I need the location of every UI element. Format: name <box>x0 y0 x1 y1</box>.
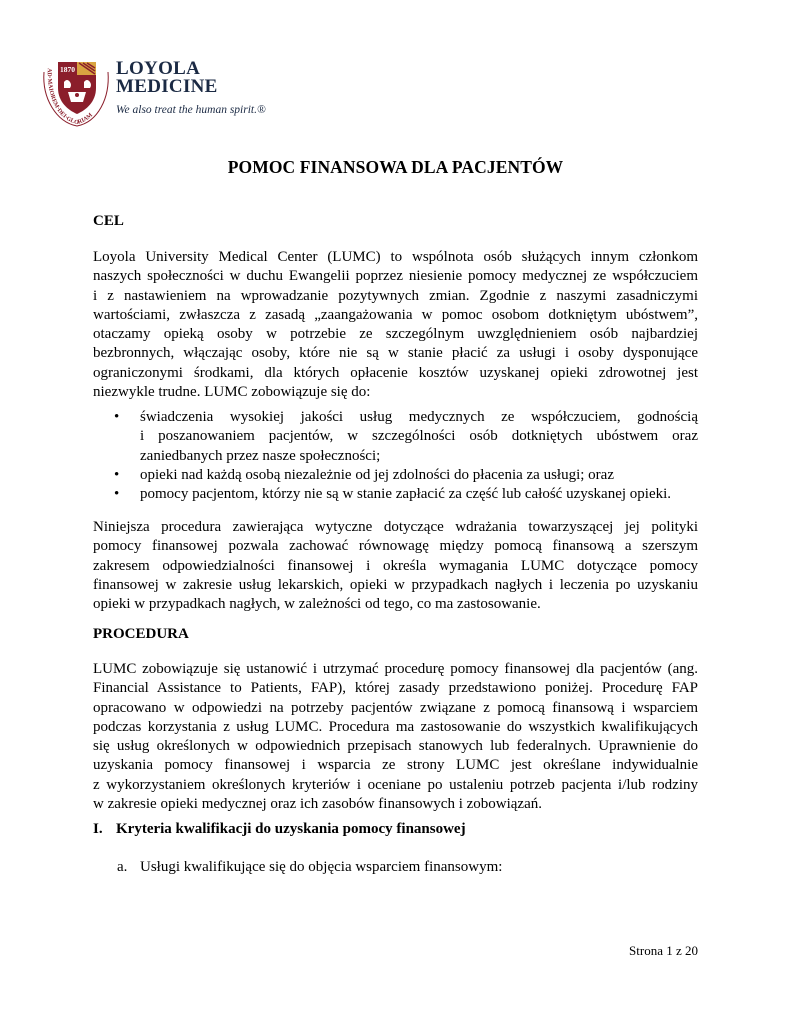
bullet-icon: • <box>114 486 120 503</box>
text-line: Financial Assistance to Patients, FAP), której zasady przedstawiono poniżej. Procedurę FAP <box>93 680 698 697</box>
text-line: niezwykle trudne. LUMC zobowiązuje się do: <box>93 384 371 401</box>
bullet-icon: • <box>114 466 120 483</box>
text-line: Niniejsza procedura zawierająca wytyczne dotyczące wdrażania towarzyszącej jej polityki <box>93 519 698 535</box>
text-line: uzyskania pomocy finansowej i wsparcia ze strony LUMC jest określane indywidualnie <box>93 757 698 774</box>
text-line: i z nastawieniem na wprowadzanie pozytywnych zmian. Zgodnie z naszymi zasadniczymi <box>93 287 698 304</box>
list-item <box>93 408 698 466</box>
text-line: pomocy finansowej pozwala zachować równowagę między pomocą finansową a szerszym <box>93 538 698 555</box>
section-heading <box>93 821 466 838</box>
section-title: Kryteria kwalifikacji do uzyskania pomocy finansowej <box>116 821 466 837</box>
text-line: wartościami, zwłaszcza z zasadą „zaangażowania w pomoc osobom dotkniętym ubóstwem”, <box>93 306 698 323</box>
cel-paragraph-2 <box>93 518 698 614</box>
text-line: świadczenia wysokiej jakości usług medycznych ze współczuciem, godnością <box>140 409 698 425</box>
list-item <box>93 466 698 485</box>
subsection-heading <box>117 859 502 876</box>
logo-wordmark <box>116 60 218 96</box>
text-line: Loyola University Medical Center (LUMC) to wspólnota osób służących innym członkom <box>93 249 698 265</box>
text-line: zaniedbanych przez nasze społeczności; <box>140 447 381 464</box>
text-line: opracowano w odpowiedzi na potrzeby pacjentów związane z pomocą finansową i wsparciem <box>93 699 698 716</box>
text-line: się usług określonych w odpowiednich przepisach stanowych lub federalnych. Uprawnienie do <box>93 738 698 755</box>
subsection-title: Usługi kwalifikujące się do objęcia wsparciem finansowym: <box>140 859 503 875</box>
text-line: zakresem odpowiedzialności finansowej i określa wymagania LUMC dotyczące pomocy <box>93 557 698 574</box>
procedura-heading: PROCEDURA <box>93 626 189 642</box>
text-line: otaczamy opieką osoby w potrzebie ze szczególnym uwzględnieniem osób najbardziej <box>93 326 698 343</box>
text-line: bezbronnych, włączając osoby, które nie są w stanie płacić za usługi i osoby dysponujące <box>93 345 698 362</box>
page-number: Strona 1 z 20 <box>629 943 698 958</box>
seal-year: 1870 <box>60 65 75 74</box>
subsection-number: a. <box>117 859 128 875</box>
commitment-list <box>93 408 698 504</box>
text-line: opieki w przypadkach nagłych, w zależności od tego, co ma zastosowanie. <box>93 596 541 613</box>
bullet-icon: • <box>114 409 120 425</box>
cel-heading: CEL <box>93 213 124 229</box>
text-line: ograniczonymi środkami, dla których opłacenie kosztów uzyskanej opieki zdrowotnej jest <box>93 364 698 381</box>
text-line: i poszanowaniem pacjentów, w szczególności osób dotkniętych ubóstwem oraz <box>140 428 698 445</box>
document-title: POMOC FINANSOWA DLA PACJENTÓW <box>227 157 564 177</box>
loyola-medicine-logo <box>38 58 268 128</box>
procedura-paragraph <box>93 660 698 814</box>
logo-tagline: We also treat the human spirit.® <box>116 104 266 116</box>
logo-name-line1: LOYOLA <box>116 58 201 79</box>
text-line: finansowej w zakresie usług lekarskich, opieki w przypadkach nagłych i leczenia po uzyskaniu <box>93 576 698 593</box>
section-number: I. <box>93 821 103 837</box>
text-line: naszych społeczności w duchu Ewangelii poprzez niesienie pomocy medycznej ze współczuciem <box>93 268 698 285</box>
text-line: w zakresie opieki medycznej oraz ich zasobów finansowych i zobowiązań. <box>93 796 542 813</box>
seal-motto: AD·MAIOREM·DEI·GLORIAM <box>45 68 94 127</box>
text-line: z wykorzystaniem określonych kryteriów i oceniane po ustaleniu potrzeb pacjenta i/lub rodziny <box>93 776 698 793</box>
logo-name-line2: MEDICINE <box>116 76 218 97</box>
loyola-seal-icon <box>38 58 112 128</box>
text-line: opieki nad każdą osobą niezależnie od jej zdolności do płacenia za usługi; oraz <box>140 466 614 483</box>
text-line: LUMC zobowiązuje się ustanowić i utrzymać procedurę pomocy finansowej dla pacjentów (ang. <box>93 661 698 677</box>
text-line: pomocy pacjentom, którzy nie są w stanie zapłacić za część lub całość uzyskanej opieki. <box>140 486 672 503</box>
text-line: podczas korzystania z usług LUMC. Procedura ma zastosowanie do wszystkich kwalifikujących <box>93 718 698 735</box>
cel-paragraph <box>93 248 698 402</box>
list-item <box>93 485 698 504</box>
